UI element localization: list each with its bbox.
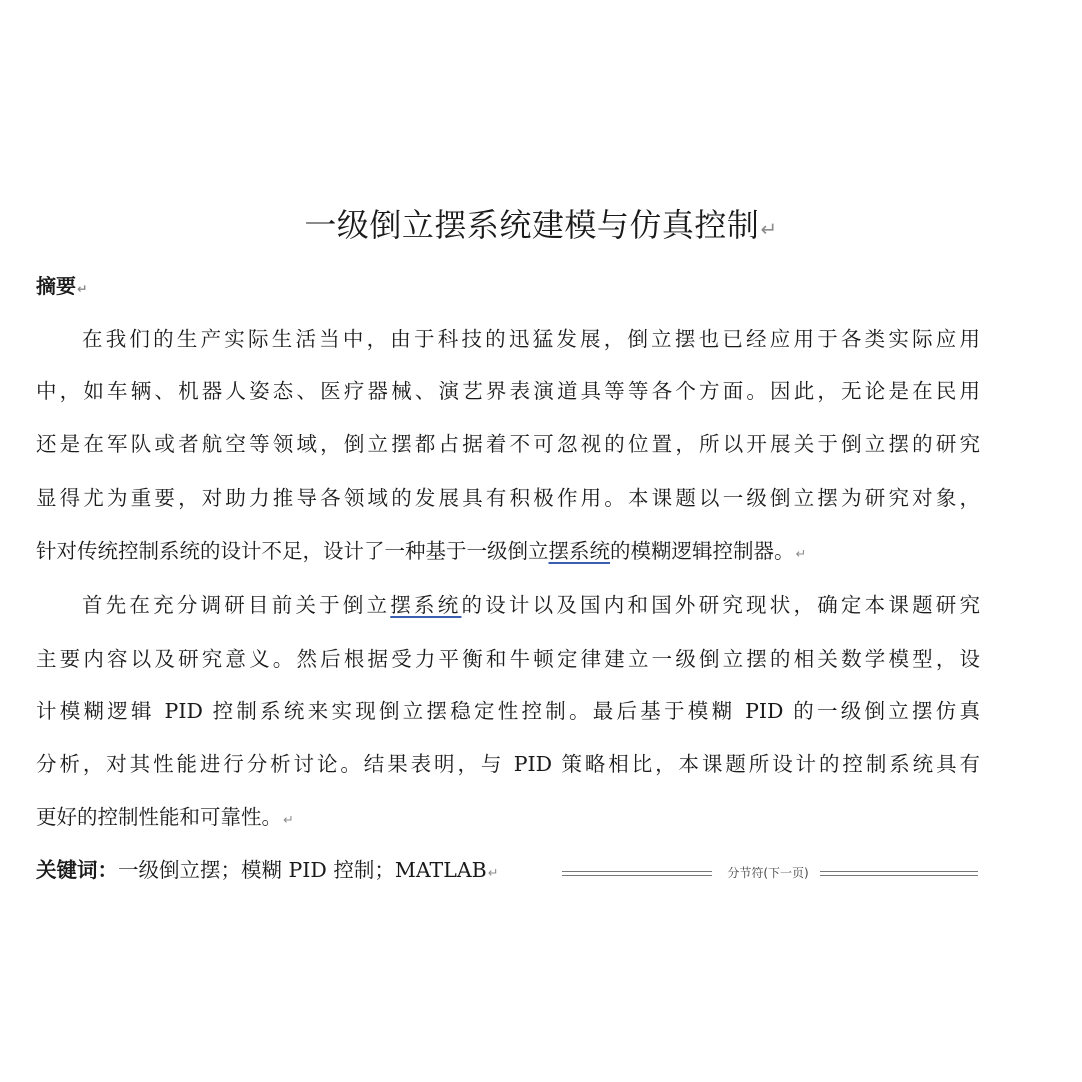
abstract-p2-line5: [36, 803, 980, 834]
p1-line5-end: 的模糊逻辑控制器。: [610, 539, 795, 563]
keywords-text: 一级倒立摆；模糊 PID 控制；MATLAB: [118, 858, 487, 882]
section-break-rule-right: [820, 871, 978, 876]
section-break-label: 分节符(下一页): [727, 866, 809, 880]
abstract-p1-line1: 在我们的生产实际生活当中，由于科技的迅猛发展，倒立摆也已经应用于各类实际应用: [82, 327, 980, 351]
document-title: [0, 200, 1082, 246]
p2-line1-end: 的设计以及国内和国外研究现状，确定本课题研究: [461, 593, 981, 617]
grammar-underlined-term: 摆系统: [548, 539, 610, 563]
paragraph-mark-icon: ↵: [760, 218, 778, 241]
abstract-p2-line4: 分析，对其性能进行分析讨论。结果表明，与 PID 策略相比，本课题所设计的控制系统具有: [36, 752, 980, 776]
p1-line5-start: 针对传统控制系统的设计不足，设计了一种基于一级倒立: [36, 539, 549, 563]
section-break-rule-left: [562, 871, 712, 876]
p2-line5-text: 更好的控制性能和可靠性。: [36, 805, 282, 829]
abstract-label: 摘要: [36, 274, 76, 298]
p2-line1-start: 首先在充分调研目前关于倒立: [82, 593, 391, 617]
abstract-p1-line2: 中，如车辆、机器人姿态、医疗器械、演艺界表演道具等等各个方面。因此，无论是在民用: [36, 379, 980, 403]
title-text: 一级倒立摆系统建模与仿真控制: [304, 206, 760, 244]
paragraph-mark-icon: ↵: [283, 812, 294, 827]
abstract-p2-line3: 计模糊逻辑 PID 控制系统来实现倒立摆稳定性控制。最后基于模糊 PID 的一级倒立摆仿真: [36, 699, 980, 723]
paragraph-mark-icon: ↵: [487, 865, 499, 880]
keywords-line: [36, 856, 498, 887]
abstract-p1-line5: [36, 537, 980, 568]
abstract-p1-line3: 还是在军队或者航空等领域，倒立摆都占据着不可忽视的位置，所以开展关于倒立摆的研究: [36, 432, 980, 456]
paragraph-mark-icon: ↵: [795, 546, 807, 561]
abstract-p2-line1: [36, 591, 980, 619]
abstract-p1-line4: 显得尤为重要，对助力推导各领域的发展具有积极作用。本课题以一级倒立摆为研究对象，: [36, 486, 980, 510]
keywords-label: 关键词：: [36, 858, 118, 882]
grammar-underlined-term: 摆系统: [390, 593, 462, 617]
abstract-p2-line2: 主要内容以及研究意义。然后根据受力平衡和牛顿定律建立一级倒立摆的相关数学模型，设: [36, 647, 980, 671]
section-break-marker: [562, 866, 978, 880]
abstract-heading: [36, 270, 87, 299]
paragraph-mark-icon: ↵: [77, 281, 88, 296]
